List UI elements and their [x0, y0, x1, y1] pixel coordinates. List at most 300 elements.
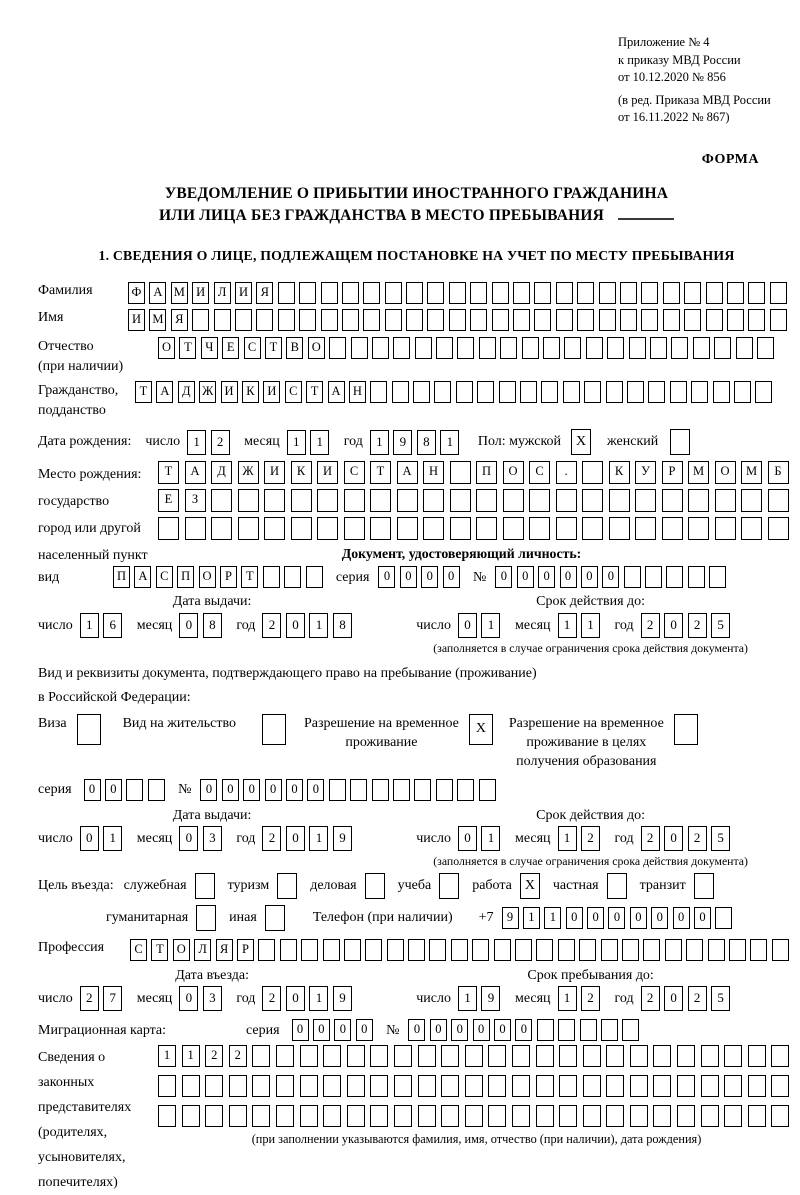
char-cell[interactable]	[734, 381, 751, 403]
char-cell[interactable]: 0	[581, 566, 598, 588]
char-cell[interactable]	[559, 1045, 577, 1067]
digit-cell[interactable]: 8	[333, 613, 352, 638]
char-cell[interactable]	[321, 309, 338, 331]
char-cell[interactable]	[503, 517, 524, 540]
char-cell[interactable]	[408, 939, 425, 961]
char-cell[interactable]: 0	[494, 1019, 511, 1041]
char-cell[interactable]	[665, 939, 682, 961]
char-cell[interactable]	[706, 282, 723, 304]
char-cell[interactable]	[235, 309, 252, 331]
char-cell[interactable]	[727, 309, 744, 331]
char-cell[interactable]	[276, 1045, 294, 1067]
char-cell[interactable]: 0	[105, 779, 122, 801]
char-cell[interactable]	[635, 489, 656, 512]
char-cell[interactable]: 0	[602, 566, 619, 588]
digit-cell[interactable]: 1	[309, 826, 328, 851]
digit-cell[interactable]: 1	[440, 430, 459, 455]
char-cell[interactable]: 1	[182, 1045, 200, 1067]
digit-cell[interactable]: 8	[203, 613, 222, 638]
char-cell[interactable]	[457, 779, 474, 801]
char-cell[interactable]	[256, 309, 273, 331]
char-cell[interactable]	[601, 1019, 618, 1041]
char-cell[interactable]: 0	[356, 1019, 373, 1041]
char-cell[interactable]	[465, 1105, 483, 1127]
digit-cell[interactable]: 2	[641, 986, 660, 1011]
char-cell[interactable]: 0	[200, 779, 217, 801]
char-cell[interactable]	[522, 337, 539, 359]
char-cell[interactable]	[392, 381, 409, 403]
char-cell[interactable]	[238, 489, 259, 512]
char-cell[interactable]: 0	[451, 1019, 468, 1041]
char-cell[interactable]: Т	[265, 337, 282, 359]
char-cell[interactable]	[229, 1105, 247, 1127]
char-cell[interactable]: 0	[495, 566, 512, 588]
char-cell[interactable]	[713, 381, 730, 403]
char-cell[interactable]	[415, 337, 432, 359]
char-cell[interactable]	[771, 1075, 789, 1097]
purpose-option-checkbox[interactable]	[694, 873, 714, 899]
char-cell[interactable]	[291, 517, 312, 540]
char-cell[interactable]	[641, 282, 658, 304]
char-cell[interactable]: .	[556, 461, 577, 484]
char-cell[interactable]	[715, 517, 736, 540]
char-cell[interactable]	[450, 461, 471, 484]
char-cell[interactable]	[436, 779, 453, 801]
char-cell[interactable]: К	[242, 381, 259, 403]
char-cell[interactable]	[370, 1045, 388, 1067]
char-cell[interactable]	[559, 1075, 577, 1097]
digit-cell[interactable]: 0	[179, 986, 198, 1011]
char-cell[interactable]	[701, 1105, 719, 1127]
char-cell[interactable]	[624, 566, 641, 588]
char-cell[interactable]: И	[317, 461, 338, 484]
char-cell[interactable]	[635, 517, 656, 540]
char-cell[interactable]: С	[344, 461, 365, 484]
char-cell[interactable]	[185, 517, 206, 540]
char-cell[interactable]	[488, 1105, 506, 1127]
char-cell[interactable]: О	[715, 461, 736, 484]
char-cell[interactable]	[479, 779, 496, 801]
char-cell[interactable]: А	[397, 461, 418, 484]
char-cell[interactable]: 0	[473, 1019, 490, 1041]
char-cell[interactable]	[620, 282, 637, 304]
purpose-option-checkbox[interactable]	[277, 873, 297, 899]
digit-cell[interactable]: 8	[417, 430, 436, 455]
char-cell[interactable]	[126, 779, 143, 801]
char-cell[interactable]	[512, 1045, 530, 1067]
purpose-option-checkbox[interactable]	[195, 873, 215, 899]
char-cell[interactable]	[492, 309, 509, 331]
char-cell[interactable]	[515, 939, 532, 961]
char-cell[interactable]	[299, 282, 316, 304]
char-cell[interactable]: 0	[334, 1019, 351, 1041]
char-cell[interactable]	[494, 939, 511, 961]
char-cell[interactable]	[662, 489, 683, 512]
char-cell[interactable]	[372, 337, 389, 359]
char-cell[interactable]	[543, 337, 560, 359]
char-cell[interactable]: Е	[158, 489, 179, 512]
char-cell[interactable]: И	[235, 282, 252, 304]
purpose-option-checkbox[interactable]	[196, 905, 216, 931]
char-cell[interactable]	[513, 309, 530, 331]
char-cell[interactable]: 2	[205, 1045, 223, 1067]
char-cell[interactable]	[182, 1105, 200, 1127]
char-cell[interactable]	[229, 1075, 247, 1097]
char-cell[interactable]: 0	[400, 566, 417, 588]
char-cell[interactable]: 0	[408, 1019, 425, 1041]
char-cell[interactable]: 2	[229, 1045, 247, 1067]
char-cell[interactable]	[385, 282, 402, 304]
char-cell[interactable]	[470, 309, 487, 331]
char-cell[interactable]	[622, 939, 639, 961]
char-cell[interactable]	[370, 489, 391, 512]
digit-cell[interactable]: 1	[370, 430, 389, 455]
char-cell[interactable]: Т	[306, 381, 323, 403]
char-cell[interactable]	[513, 282, 530, 304]
char-cell[interactable]	[622, 1019, 639, 1041]
digit-cell[interactable]: 0	[179, 826, 198, 851]
char-cell[interactable]	[580, 1019, 597, 1041]
char-cell[interactable]	[670, 381, 687, 403]
char-cell[interactable]: Н	[423, 461, 444, 484]
char-cell[interactable]: И	[128, 309, 145, 331]
residence-permit-checkbox[interactable]	[262, 714, 286, 745]
char-cell[interactable]	[427, 309, 444, 331]
digit-cell[interactable]: 2	[641, 826, 660, 851]
char-cell[interactable]	[306, 566, 323, 588]
char-cell[interactable]	[563, 381, 580, 403]
char-cell[interactable]: М	[688, 461, 709, 484]
digit-cell[interactable]: 2	[688, 613, 707, 638]
char-cell[interactable]: Т	[241, 566, 258, 588]
char-cell[interactable]	[370, 1105, 388, 1127]
char-cell[interactable]	[653, 1105, 671, 1127]
char-cell[interactable]	[584, 381, 601, 403]
char-cell[interactable]: Н	[349, 381, 366, 403]
char-cell[interactable]	[342, 309, 359, 331]
char-cell[interactable]	[211, 517, 232, 540]
char-cell[interactable]	[393, 779, 410, 801]
char-cell[interactable]	[264, 517, 285, 540]
char-cell[interactable]	[609, 517, 630, 540]
char-cell[interactable]	[441, 1075, 459, 1097]
char-cell[interactable]	[148, 779, 165, 801]
digit-cell[interactable]: 3	[203, 826, 222, 851]
purpose-option-checkbox[interactable]	[265, 905, 285, 931]
char-cell[interactable]	[536, 1105, 554, 1127]
digit-cell[interactable]: 0	[458, 613, 477, 638]
char-cell[interactable]	[323, 939, 340, 961]
char-cell[interactable]	[724, 1105, 742, 1127]
char-cell[interactable]	[577, 282, 594, 304]
char-cell[interactable]	[757, 337, 774, 359]
char-cell[interactable]	[606, 1105, 624, 1127]
char-cell[interactable]: С	[244, 337, 261, 359]
char-cell[interactable]	[688, 566, 705, 588]
char-cell[interactable]: М	[171, 282, 188, 304]
digit-cell[interactable]: 2	[641, 613, 660, 638]
char-cell[interactable]: 0	[313, 1019, 330, 1041]
sex-female-checkbox[interactable]	[670, 429, 690, 455]
char-cell[interactable]	[299, 309, 316, 331]
digit-cell[interactable]: 5	[711, 826, 730, 851]
char-cell[interactable]: Р	[237, 939, 254, 961]
char-cell[interactable]: К	[291, 461, 312, 484]
char-cell[interactable]	[385, 309, 402, 331]
digit-cell[interactable]: 2	[581, 826, 600, 851]
char-cell[interactable]: К	[609, 461, 630, 484]
char-cell[interactable]	[653, 1075, 671, 1097]
char-cell[interactable]: 0	[84, 779, 101, 801]
char-cell[interactable]: Я	[216, 939, 233, 961]
char-cell[interactable]: И	[264, 461, 285, 484]
char-cell[interactable]	[429, 939, 446, 961]
char-cell[interactable]: И	[263, 381, 280, 403]
char-cell[interactable]	[564, 337, 581, 359]
char-cell[interactable]	[278, 282, 295, 304]
char-cell[interactable]: А	[149, 282, 166, 304]
digit-cell[interactable]: 0	[664, 986, 683, 1011]
char-cell[interactable]	[715, 907, 732, 929]
char-cell[interactable]: М	[741, 461, 762, 484]
char-cell[interactable]	[465, 1075, 483, 1097]
char-cell[interactable]	[706, 309, 723, 331]
char-cell[interactable]	[158, 1105, 176, 1127]
char-cell[interactable]	[488, 1045, 506, 1067]
char-cell[interactable]	[748, 1105, 766, 1127]
char-cell[interactable]	[559, 1105, 577, 1127]
char-cell[interactable]	[599, 282, 616, 304]
digit-cell[interactable]: 1	[581, 613, 600, 638]
char-cell[interactable]	[688, 517, 709, 540]
char-cell[interactable]	[537, 1019, 554, 1041]
char-cell[interactable]	[372, 779, 389, 801]
char-cell[interactable]	[317, 489, 338, 512]
char-cell[interactable]	[252, 1045, 270, 1067]
char-cell[interactable]	[300, 1075, 318, 1097]
char-cell[interactable]	[582, 517, 603, 540]
char-cell[interactable]	[630, 1045, 648, 1067]
digit-cell[interactable]: 3	[203, 986, 222, 1011]
char-cell[interactable]	[323, 1045, 341, 1067]
char-cell[interactable]	[263, 566, 280, 588]
char-cell[interactable]	[456, 381, 473, 403]
char-cell[interactable]	[577, 309, 594, 331]
char-cell[interactable]	[558, 939, 575, 961]
char-cell[interactable]	[708, 939, 725, 961]
digit-cell[interactable]: 2	[80, 986, 99, 1011]
char-cell[interactable]	[387, 939, 404, 961]
char-cell[interactable]	[641, 309, 658, 331]
char-cell[interactable]: 0	[243, 779, 260, 801]
char-cell[interactable]	[536, 1075, 554, 1097]
char-cell[interactable]	[329, 779, 346, 801]
char-cell[interactable]	[182, 1075, 200, 1097]
digit-cell[interactable]: 0	[458, 826, 477, 851]
digit-cell[interactable]: 1	[80, 613, 99, 638]
digit-cell[interactable]: 0	[286, 613, 305, 638]
char-cell[interactable]	[558, 1019, 575, 1041]
char-cell[interactable]	[406, 282, 423, 304]
char-cell[interactable]	[750, 939, 767, 961]
char-cell[interactable]	[344, 489, 365, 512]
char-cell[interactable]	[709, 566, 726, 588]
purpose-option-checkbox[interactable]	[439, 873, 459, 899]
char-cell[interactable]	[609, 489, 630, 512]
char-cell[interactable]	[727, 282, 744, 304]
char-cell[interactable]	[582, 489, 603, 512]
char-cell[interactable]	[465, 1045, 483, 1067]
visa-checkbox[interactable]	[77, 714, 101, 745]
char-cell[interactable]: 0	[566, 907, 583, 929]
char-cell[interactable]	[329, 337, 346, 359]
char-cell[interactable]	[418, 1045, 436, 1067]
char-cell[interactable]	[662, 517, 683, 540]
char-cell[interactable]	[768, 517, 789, 540]
char-cell[interactable]	[449, 309, 466, 331]
char-cell[interactable]	[643, 939, 660, 961]
char-cell[interactable]	[693, 337, 710, 359]
digit-cell[interactable]: 1	[481, 826, 500, 851]
char-cell[interactable]	[317, 517, 338, 540]
char-cell[interactable]	[427, 282, 444, 304]
char-cell[interactable]	[393, 337, 410, 359]
char-cell[interactable]	[344, 939, 361, 961]
char-cell[interactable]	[300, 1045, 318, 1067]
rvp-edu-checkbox[interactable]	[674, 714, 698, 745]
char-cell[interactable]: Я	[171, 309, 188, 331]
char-cell[interactable]	[556, 282, 573, 304]
char-cell[interactable]	[771, 1105, 789, 1127]
char-cell[interactable]	[477, 381, 494, 403]
digit-cell[interactable]: 0	[286, 986, 305, 1011]
char-cell[interactable]	[158, 1075, 176, 1097]
char-cell[interactable]: Т	[179, 337, 196, 359]
char-cell[interactable]	[258, 939, 275, 961]
digit-cell[interactable]: 1	[103, 826, 122, 851]
char-cell[interactable]	[748, 282, 765, 304]
char-cell[interactable]	[599, 309, 616, 331]
char-cell[interactable]	[363, 309, 380, 331]
digit-cell[interactable]: 2	[262, 986, 281, 1011]
digit-cell[interactable]: 9	[481, 986, 500, 1011]
char-cell[interactable]: Т	[370, 461, 391, 484]
char-cell[interactable]: 0	[307, 779, 324, 801]
char-cell[interactable]	[397, 489, 418, 512]
digit-cell[interactable]: 1	[458, 986, 477, 1011]
char-cell[interactable]	[630, 1075, 648, 1097]
char-cell[interactable]	[394, 1045, 412, 1067]
digit-cell[interactable]: 0	[80, 826, 99, 851]
char-cell[interactable]	[512, 1105, 530, 1127]
char-cell[interactable]	[648, 381, 665, 403]
char-cell[interactable]	[701, 1045, 719, 1067]
digit-cell[interactable]: 7	[103, 986, 122, 1011]
char-cell[interactable]	[370, 381, 387, 403]
char-cell[interactable]	[472, 939, 489, 961]
digit-cell[interactable]: 9	[333, 826, 352, 851]
char-cell[interactable]	[663, 309, 680, 331]
digit-cell[interactable]: 2	[581, 986, 600, 1011]
char-cell[interactable]: Ч	[201, 337, 218, 359]
char-cell[interactable]: 0	[265, 779, 282, 801]
digit-cell[interactable]: 1	[558, 826, 577, 851]
char-cell[interactable]: 0	[515, 1019, 532, 1041]
char-cell[interactable]	[771, 1045, 789, 1067]
char-cell[interactable]	[347, 1075, 365, 1097]
char-cell[interactable]: З	[185, 489, 206, 512]
digit-cell[interactable]: 0	[179, 613, 198, 638]
char-cell[interactable]: 0	[608, 907, 625, 929]
char-cell[interactable]: 0	[517, 566, 534, 588]
digit-cell[interactable]: 5	[711, 613, 730, 638]
char-cell[interactable]	[629, 337, 646, 359]
digit-cell[interactable]: 6	[103, 613, 122, 638]
char-cell[interactable]: 0	[673, 907, 690, 929]
char-cell[interactable]: С	[285, 381, 302, 403]
char-cell[interactable]	[663, 282, 680, 304]
char-cell[interactable]: Д	[211, 461, 232, 484]
char-cell[interactable]	[441, 1045, 459, 1067]
char-cell[interactable]: А	[185, 461, 206, 484]
digit-cell[interactable]: 2	[688, 986, 707, 1011]
char-cell[interactable]	[741, 489, 762, 512]
char-cell[interactable]: В	[286, 337, 303, 359]
digit-cell[interactable]: 1	[558, 613, 577, 638]
char-cell[interactable]: 0	[378, 566, 395, 588]
char-cell[interactable]	[418, 1075, 436, 1097]
char-cell[interactable]: Ж	[199, 381, 216, 403]
char-cell[interactable]: Р	[662, 461, 683, 484]
digit-cell[interactable]: 2	[262, 613, 281, 638]
char-cell[interactable]: Л	[214, 282, 231, 304]
char-cell[interactable]	[436, 337, 453, 359]
char-cell[interactable]: Р	[220, 566, 237, 588]
char-cell[interactable]	[321, 282, 338, 304]
char-cell[interactable]	[582, 461, 603, 484]
char-cell[interactable]	[252, 1075, 270, 1097]
char-cell[interactable]: 0	[651, 907, 668, 929]
char-cell[interactable]	[536, 1045, 554, 1067]
char-cell[interactable]	[284, 566, 301, 588]
char-cell[interactable]: С	[156, 566, 173, 588]
char-cell[interactable]	[323, 1105, 341, 1127]
char-cell[interactable]: 0	[292, 1019, 309, 1041]
char-cell[interactable]	[370, 517, 391, 540]
char-cell[interactable]: 9	[502, 907, 519, 929]
char-cell[interactable]: О	[308, 337, 325, 359]
digit-cell[interactable]: 1	[309, 986, 328, 1011]
char-cell[interactable]	[205, 1105, 223, 1127]
char-cell[interactable]: 1	[523, 907, 540, 929]
char-cell[interactable]: А	[328, 381, 345, 403]
char-cell[interactable]	[620, 309, 637, 331]
char-cell[interactable]	[158, 517, 179, 540]
char-cell[interactable]: У	[635, 461, 656, 484]
char-cell[interactable]	[418, 1105, 436, 1127]
char-cell[interactable]	[714, 337, 731, 359]
sex-male-checkbox[interactable]: X	[571, 429, 591, 455]
char-cell[interactable]	[434, 381, 451, 403]
purpose-option-checkbox[interactable]: X	[520, 873, 540, 899]
char-cell[interactable]	[645, 566, 662, 588]
char-cell[interactable]	[606, 1075, 624, 1097]
char-cell[interactable]	[276, 1075, 294, 1097]
char-cell[interactable]	[529, 517, 550, 540]
char-cell[interactable]	[729, 939, 746, 961]
char-cell[interactable]	[536, 939, 553, 961]
char-cell[interactable]	[280, 939, 297, 961]
